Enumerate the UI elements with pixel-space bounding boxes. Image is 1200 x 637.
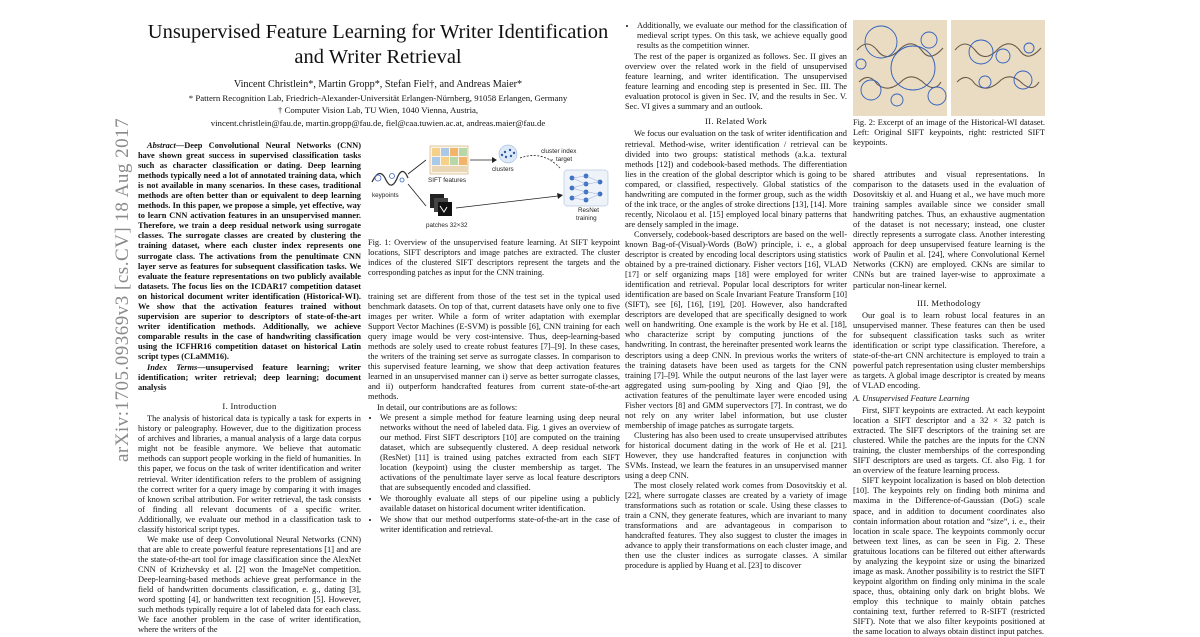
col4-paragraph-2: Our goal is to learn robust local features in an unsupervised manner. These features can then be used for subsequent classification tasks such as writer identification or script type classification. Therefore, a state-of-the-art CNN architecture is employed to train a powerful patch representation using cluster memberships as targets. A global image descriptor is created by means of VLAD encoding. — [853, 310, 1045, 390]
column-3 — [625, 21, 847, 572]
contributions-list — [368, 413, 620, 536]
fig1-cluster-index-label: cluster index — [541, 148, 577, 155]
section-3-title: III. Methodology — [917, 297, 981, 308]
col4-paragraph-1: shared attributes and visual representations. In comparison to the datasets used in the evaluation of Dosovitskiy et al. and Huang et al., we have much more training samples available since we consider small handwriting patches. Thus, an exhaustive augmentation of the dataset is not necessary; instead, one cluster directly represents a surrogate class. Another interesting approach for deep unsupervised feature learning is the work of Paulin et al. [24], where Convolutional Kernel Networks (CKN) are employed. CKNs are similar to CNNs but are trained layer-wise to approximate a particular non-linear kernel. — [853, 170, 1045, 290]
affiliation-1: * Pattern Recognition Lab, Friedrich-Alexander-Universität Erlangen-Nürnberg, 91058 Erlangen, Germany — [188, 92, 568, 103]
fig1-sift-label: SIFT features — [428, 177, 467, 184]
index-terms-label: Index Terms — [147, 363, 198, 373]
figure-1 — [368, 140, 620, 234]
column-4 — [853, 118, 1045, 637]
fig1-keypoints-label: keypoints — [372, 192, 399, 199]
col3-paragraph-4: Clustering has also been used to create unsupervised attributes for historical document dating in the work of He et al. [21]. However, they use handcrafted features in conjunction with SVMs. Instead, we learn the features in an unsupervised manner using a deep CNN. — [625, 430, 847, 481]
col3-paragraph-2: We focus our evaluation on the task of writer identification and retrieval. Method-wise, writer identification / retrieval can be divided into two groups: statistical methods (a.k.a. textural methods [12]) and codebook-based methods. The differentiation lies in the creation of the global descriptor which is going to be compared, or classified, respectively. Global statistics of the handwriting are computed in the former group, such as the width of the ink trace, or the angles of stroke directions [13], [14]. More recently, Nicolaou et al. [15] employed local binary patterns that are densely sampled in the image. — [625, 129, 847, 229]
col3-paragraph-1: The rest of the paper is organized as follows. Sec. II gives an overview over the related work in the field of unsupervised feature learning, and writer identification. The unsupervised feature learning and encoding step is presented in Sec. III. The evaluation protocol is given in Sec. IV, and the results in Sec. V. Sec. VI gives a summary and an outlook. — [625, 52, 847, 112]
section-2-title: II. Related Work — [705, 116, 767, 127]
subsection-a-title: A. Unsupervised Feature Learning — [853, 393, 970, 403]
patches-icon — [430, 194, 452, 216]
clusters-icon — [499, 145, 517, 163]
handwriting-sample — [372, 171, 408, 185]
contribution-item: • We present a simple method for feature learning using deep neural networks without the need of labeled data. Fig. 1 gives an overview of our method. First SIFT descriptors [10] are computed on the training dataset, which are subsequently clustered. A deep residual network (ResNet) [11] is trained using patches extracted from each SIFT location (keypoint) using the cluster membership as target. The activations of the penultimate layer serve as local feature descriptors that are subsequently encoded and classified. — [380, 413, 620, 493]
col2-paragraph-2: In detail, our contributions are as follows: — [377, 402, 518, 412]
index-terms — [138, 363, 361, 393]
section-1-title: I. Introduction — [222, 401, 277, 412]
paper-title: Unsupervised Feature Learning for Writer Identification and Writer Retrieval — [147, 21, 609, 68]
col2-paragraph-1: training set are different from those of the test set in the typical used benchmark datasets. On top of that, current datasets have only one to five images per writer. While a form of writer adaptation with exemplar Support Vector Machines (E-SVM) is possible [6], CNN training for each query image would be very cost-intensive. Thus, deep-learning-based methods are solely used to create robust features [7]–[9]. In these cases, the writers of the training set serve as surrogate classes. In comparison to this supervised feature learning, we show that deep activation features learned in an unsupervised manner can i) serve as better surrogate classes, and ii) outperform handcrafted features from current state-of-the-art methods. — [368, 292, 620, 402]
author-block — [138, 79, 618, 129]
contributions-list-continued — [625, 21, 847, 51]
affiliation-2: † Computer Vision Lab, TU Wien, 1040 Vienna, Austria, — [277, 105, 479, 115]
col3-paragraph-5: The most closely related work comes from Dosovitskiy et al. [22], where surrogate classes are created by a variety of image transformations such as rotation or scale. Using these classes to train a CNN, they generate features, which are invariant to many transformations and are advantageous in comparison to handcrafted features. They also suggest to cluster the images in advance to apply their transformations on each cluster image, and then use the cluster indices as surrogate classes. A similar procedure is applied by Huang et al. [23] to discover — [625, 481, 847, 571]
index-terms-text: —unsupervised feature learning; writer identification; writer retrieval; deep learning; document analysis — [138, 363, 362, 393]
abstract-text: —Deep Convolutional Neural Networks (CNN) have shown great success in supervised classification tasks such as character classification or dating. Deep learning methods typically need a lot of annotated training data, which is not available in many scenarios. In these cases, traditional methods are often better than or equivalent to deep learning methods. In this paper, we propose a simple, yet effective, way to learn CNN activation features in an unsupervised manner. Therefore, we train a deep residual network using surrogate classes. The surrogate classes are created by clustering the training dataset, where each cluster index represents one surrogate class. The activations from the penultimate CNN layer serve as features for subsequent classification tasks. We evaluate the feature representations on two publicly available datasets. The focus lies on the ICDAR17 competition dataset on historical document writer identification (Historical-WI). We show that the activation features trained without supervision are superior to descriptors of state-of-the-art writer identification methods. Additionally, we achieve comparable results in the case of handwriting classification using the ICFHR16 competition dataset on historical Latin script types (CLaMM16). — [138, 141, 361, 361]
sift-features-icon — [430, 146, 468, 174]
fig1-resnet-label: ResNet — [578, 207, 599, 214]
figure-1-caption: Fig. 1: Overview of the unsupervised feature learning. At SIFT keypoint locations, SIFT descriptors and image patches are extracted. The cluster indices of the clustered SIFT descriptors represent the targets and the corresponding patches as input for the CNN training. — [368, 238, 620, 277]
fig1-clusters-label: clusters — [492, 166, 514, 173]
intro-paragraph-2: We make use of deep Convolutional Neural Networks (CNN) that are able to create powerful feature representations [1] and are the state-of-the-art tool for image classification since the AlexNet CNN of Krizhevsky et al. [2] won the ImageNet competition. Deep-learning-based methods achieve great performance in the field of handwritten documents classification, e. g., dating [3], word spotting [4], or handwritten text recognition [5]. However, such methods typically require a lot of labeled data for each class. We face another problem in the case of writer identification, where the writers of the — [138, 534, 361, 635]
contribution-item: • Additionally, we evaluate our method for the classification of medieval script types. On this task, we achieve equally good results as the competition winner. — [637, 21, 847, 51]
col4-paragraph-3: First, SIFT keypoints are extracted. At each keypoint location a SIFT descriptor and a 32 × 32 patch is extracted. The SIFT descriptors of the training set are clustered. While the patches are the inputs for the CNN training, the cluster memberships of the corresponding SIFT descriptors are used as targets. Cf. also Fig. 1 for an overview of the feature learning process. — [853, 406, 1045, 476]
abstract-label: Abstract — [147, 141, 176, 150]
contribution-item: • We thoroughly evaluate all steps of our pipeline using a publicly available dataset on historical document writer identification. — [380, 494, 620, 514]
author-emails: vincent.christlein@fau.de, martin.gropp@fau.de, fiel@caa.tuwien.ac.at, andreas.maier@fau.de — [210, 117, 546, 128]
resnet-icon — [564, 170, 608, 206]
intro-paragraph-1: The analysis of historical data is typically a task for experts in history or paleography. However, due to the digitization process of archives and libraries, a manual analysis of a large data corpus might not be feasible anymore. We believe that automatic methods can support people working in the field of humanities. In this paper, we focus on the task of writer identification and writer retrieval. Writer identification refers to the problem of assigning the correct writer for a query image by comparing it with images of known scribal attribution. For writer retrieval, the task consists of finding all relevant documents of a specific writer. Additionally, we evaluate our method in a classification task to classify historical script types. — [138, 414, 361, 534]
figure-2-caption: Fig. 2: Excerpt of an image of the Historical-WI dataset. Left: Original SIFT keypoints, right: restricted SIFT keypoints. — [853, 118, 1045, 147]
col4-paragraph-4: SIFT keypoint localization is based on blob detection [10]. The keypoints rely on finding both minima and maxima in the Difference-of-Gaussian (DoG) scale space, and in addition to document coordinates also contain information about rotation and “size”, i. e., their location in scale space. The keypoints commonly occur between text lines, as can be seen in Fig. 2. These gratuitous locations can be filtered out either afterwards by analyzing the keypoint size or using the binarized image as mask. Another possibility is to restrict the SIFT keypoint algorithm on finding only minima in the scale space, thus, obtaining only dark on bright blobs. We employ this technique to mainly obtain patches containing text, further referred to R-SIFT (restricted SIFT). Note that we also filter keypoints positioned at the same location to always obtain distinct input patches. — [853, 476, 1045, 637]
column-2 — [368, 238, 620, 536]
column-1 — [138, 141, 361, 635]
fig1-patches-label: patches 32×32 — [426, 222, 468, 229]
abstract — [138, 141, 361, 362]
arxiv-stamp: arXiv:1705.09369v3 [cs.CV] 18 Aug 2017 — [112, 117, 133, 462]
authors: Vincent Christlein*, Martin Gropp*, Stefan Fiel†, and Andreas Maier* — [233, 79, 523, 90]
historical-wi-excerpt — [853, 20, 1045, 116]
fig1-target-label: → target — [548, 156, 573, 163]
col3-paragraph-3: Conversely, codebook-based descriptors are based on the well-known Bag-of-(Visual)-Words (BoW) principle, i. e., a global descriptor is created by encoding local descriptors using statistics obtained by a pre-trained dictionary. Fisher vectors [16], VLAD [17] or self organizing maps [18] were employed for writer identification and retrieval. Popular local descriptors for writer identification are based on Scale Invariant Feature Transform [10] (SIFT), see [6], [16], [19], [20]. However, also handcrafted descriptors are developed that are specifically designed to work well on handwriting. One example is the work by He et al. [18], who characterize script by computing junctions of the handwriting. In contrast, the hereinafter presented work learns the descriptors using a deep CNN. In previous works the writers of the training datasets have been used as targets for the CNN training [7]–[9]. While the output neurons of the last layer were aggregated using sum-pooling by Xing and Qiao [9], the activation features of the penultimate layer were encoded using Fisher vectors [8] and GMM supervectors [7]. In contrast, we do not rely on any writer label information, but use cluster membership of image patches as surrogate targets. — [625, 229, 847, 430]
figure-2 — [853, 20, 1045, 116]
fig1-training-label: training — [576, 215, 597, 222]
fig2-right-panel — [951, 20, 1045, 116]
contribution-item: • We show that our method outperforms state-of-the-art in the case of writer identification and retrieval. — [380, 515, 620, 535]
